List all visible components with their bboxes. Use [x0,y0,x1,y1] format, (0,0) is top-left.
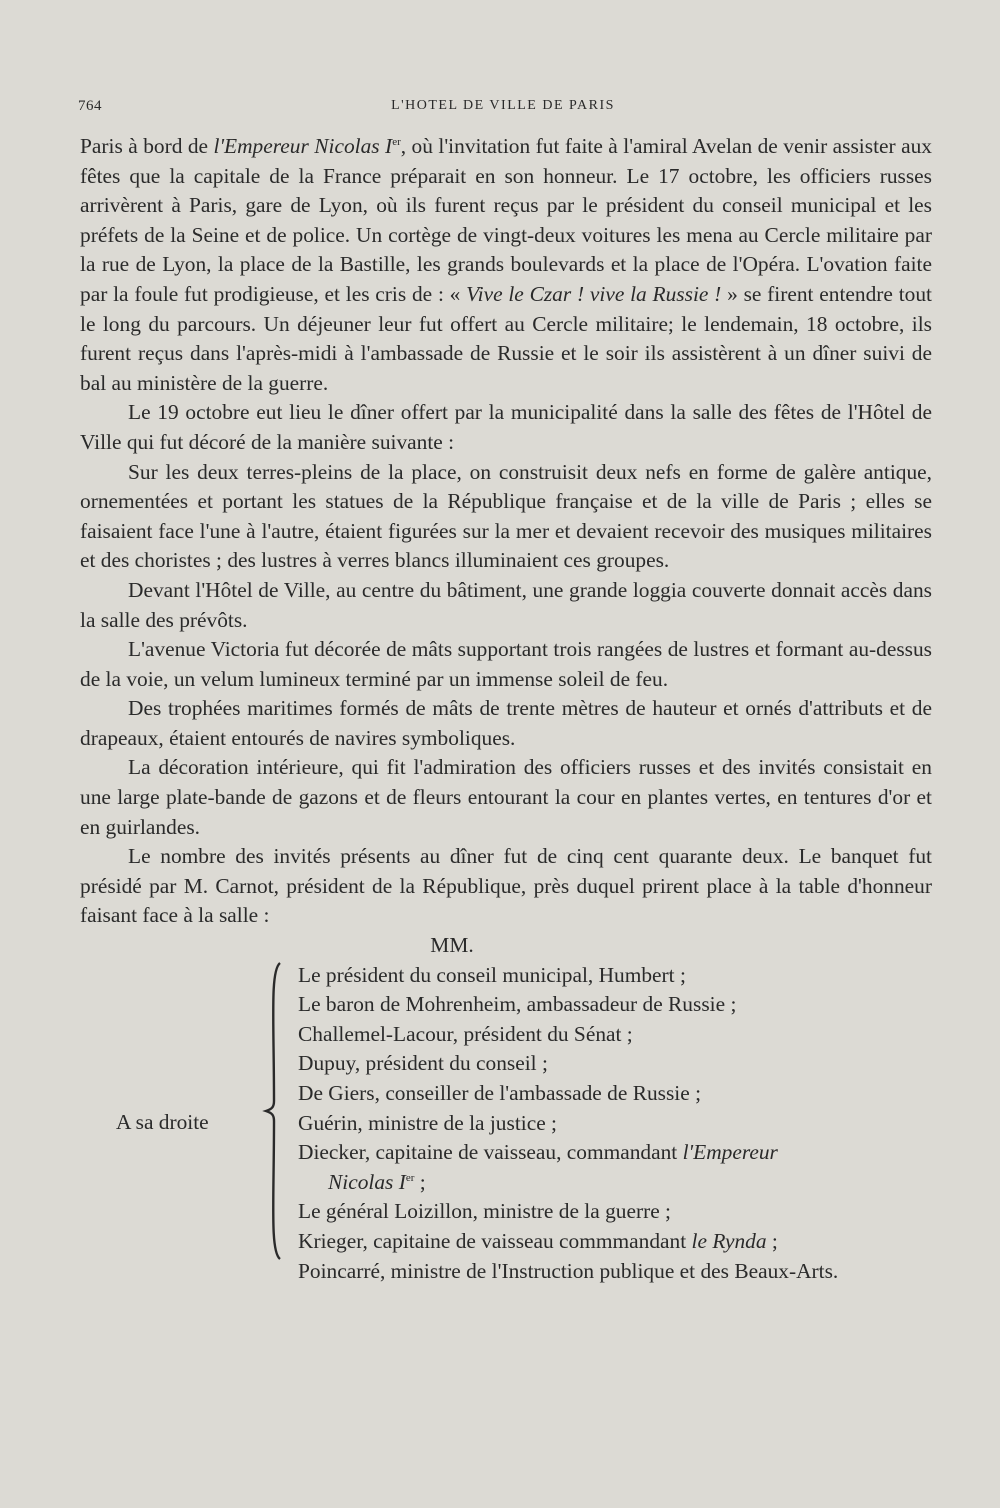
guest-item: Le général Loizillon, ministre de la guerre ; [298,1199,671,1224]
text-run: , où l'invitation fut faite à l'amiral Avelan de venir assister aux fêtes que la capitale de la France préparait en son honneur. Le 17 octobre, les officiers russes arrivèrent à Paris, gare de Lyon, où ils furent reçus par le président du conseil municipal et les préfets de la Seine et de police. Un cortège de vingt-deux voitures les mena au Cercle militaire par la rue de Lyon, la place de la Bastille, les grands boulevards et la place de l'Opéra. L'ovation faite par la foule fut prodigieuse, et les cris de : « [80,134,932,306]
paragraph: Le 19 octobre eut lieu le dîner offert par la municipalité dans la salle des fêtes de l'Hôtel de Ville qui fut décoré de la manière suivante : [80,400,932,454]
text-run: Paris à bord de [80,134,214,158]
guest-text: ; [414,1169,426,1194]
guest-item [298,1138,938,1168]
guest-item: Le président du conseil municipal, Humbert ; [298,962,686,987]
guest-list [298,961,938,1287]
guest-item: Poincarré, ministre de l'Instruction publique et des Beaux-Arts. [298,1258,839,1283]
ship-name-italic: le Rynda [691,1228,767,1253]
ship-name-italic: Nicolas I [328,1169,406,1194]
quote-italic: Vive le Czar ! vive la Russie ! [466,281,722,306]
paragraph: La décoration intérieure, qui fit l'admiration des officiers russes et des invités consistait en une large plate-bande de gazons et de fleurs entourant la cour en plantes vertes, en tentures d'or et en guirlandes. [80,755,932,839]
guest-text: Krieger, capitaine de vaisseau commmandant [298,1228,692,1253]
page-body [80,132,932,1283]
superscript: er [392,135,401,148]
ship-name-italic: l'Empereur [682,1140,778,1165]
guest-text: ; [766,1228,778,1253]
paragraph: L'avenue Victoria fut décorée de mâts supportant trois rangées de lustres et formant au-dessus de la voie, un velum lumineux terminé par un immense soleil de feu. [80,637,932,691]
guest-item-continuation [298,1168,938,1198]
guest-item: De Giers, conseiller de l'ambassade de Russie ; [298,1081,702,1105]
paragraph: Sur les deux terres-pleins de la place, on construisit deux nefs en forme de galère antique, ornementées et portant les statues de la République française et de la ville de Paris ; elles se faisaient face l'une à l'autre, étaient figurées sur la mer et devaient recevoir des musiques militaires et des choristes ; des lustres à verres blancs illuminaient ces groupes. [80,459,932,573]
seating-heading: MM. [430,933,474,958]
curly-brace [262,961,284,1261]
side-label: A sa droite [116,1109,209,1134]
paragraph: Le nombre des invités présents au dîner fut de cinq cent quarante deux. Le banquet fut présidé par M. Carnot, président de la République, près duquel prirent place à la table d'honneur faisant face à la salle : [80,844,932,928]
guest-item: Le baron de Mohrenheim, ambassadeur de Russie ; [298,992,737,1017]
page-header [78,98,928,126]
ship-name-italic: l'Empereur Nicolas I [213,134,393,158]
seating-block [80,961,932,1283]
paragraph: Des trophées maritimes formés de mâts de trente mètres de hauteur et ornés d'attributs et de drapeaux, étaient entourés de navires symboliques. [80,696,932,750]
paragraph: Devant l'Hôtel de Ville, au centre du bâtiment, une grande loggia couverte donnait accès dans la salle des prévôts. [80,577,932,632]
guest-item: Challemel-Lacour, président du Sénat ; [298,1021,633,1046]
page-number: 764 [78,98,102,114]
guest-item [298,1227,938,1257]
guest-text: Diecker, capitaine de vaisseau, commandant [298,1140,683,1165]
paragraph-continuation [80,132,932,398]
guest-item: Dupuy, président du conseil ; [298,1051,548,1076]
superscript: er [405,1171,415,1184]
guest-item: Guérin, ministre de la justice ; [298,1110,557,1135]
running-title: L'HOTEL DE VILLE DE PARIS [391,98,615,113]
text-run: » se firent entendre tout le long du parcours. Un déjeuner leur fut offert au Cercle militaire; le lendemain, 18 octobre, ils furent reçus dans l'après-midi à l'ambassade de Russie et le soir ils assistèrent à un dîner suivi de bal au ministère de la guerre. [80,281,932,395]
